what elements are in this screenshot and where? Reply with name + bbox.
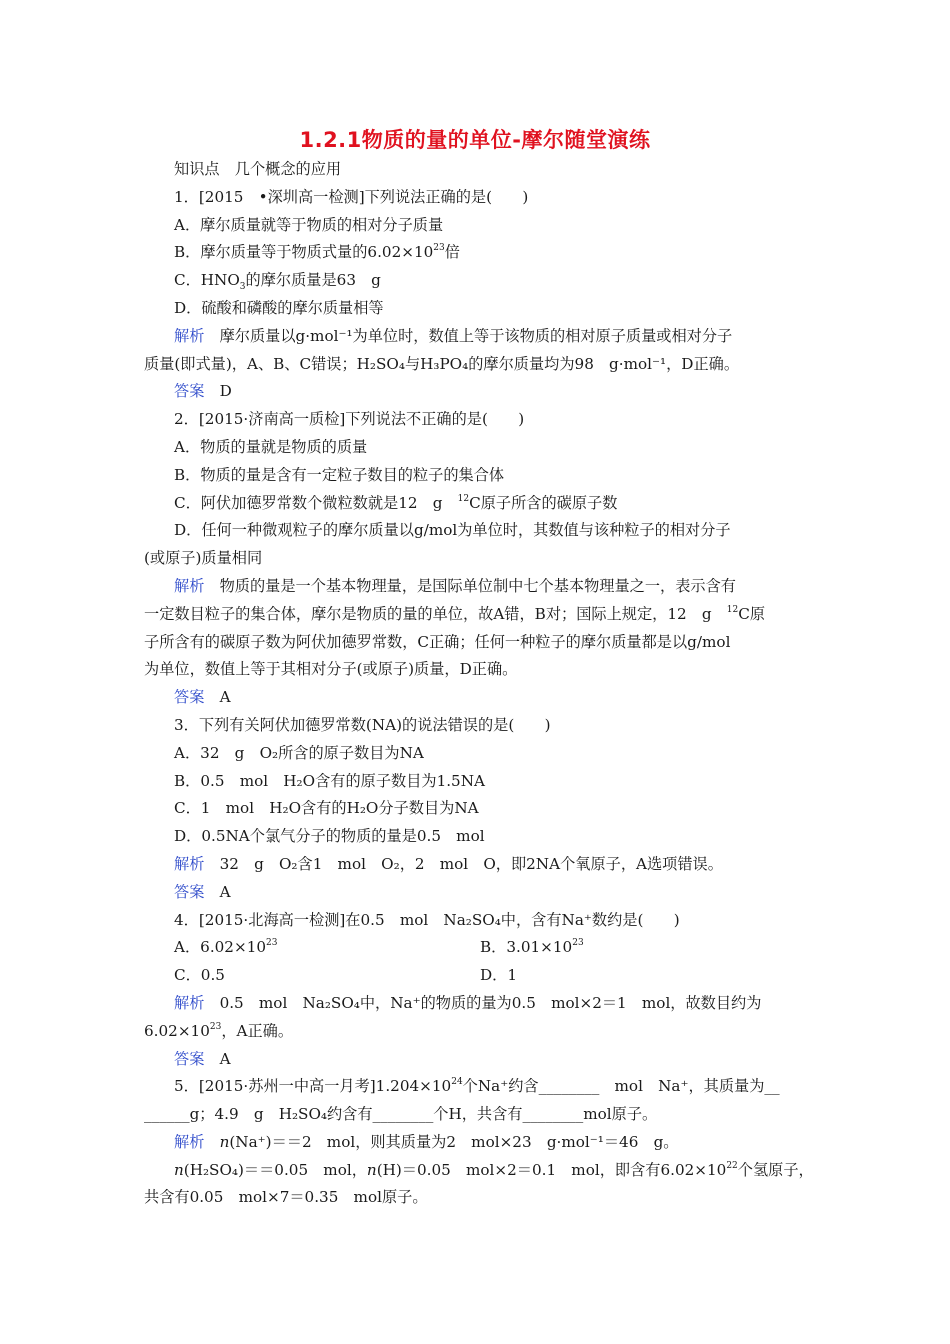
document-body bbox=[144, 156, 814, 1212]
question-3-explanation: 解析 32 g O₂含1 mol O₂，2 mol O，即2NA个氧原子，A选项错误。 bbox=[174, 854, 723, 873]
answer-label: 答案 bbox=[174, 1049, 205, 1068]
question-3-answer: 答案 A bbox=[174, 882, 231, 901]
question-2-stem: 2．[2015·济南高一质检]下列说法不正确的是( ) bbox=[174, 410, 525, 429]
question-1-option-d: D．硫酸和磷酸的摩尔质量相等 bbox=[174, 298, 384, 317]
question-2-answer: 答案 A bbox=[174, 688, 231, 707]
question-5-explanation-cont: n(H₂SO₄)＝＝0.05 mol，n(H)＝0.05 mol×2＝0.1 mol，即含有$6.02\times 10^{22}$个氢原子， bbox=[174, 1160, 814, 1179]
question-1-option-a: A．摩尔质量就等于物质的相对分子质量 bbox=[174, 215, 444, 234]
question-4-option-d: D．1 bbox=[480, 966, 518, 985]
question-5-explanation-cont: 共含有0.05 mol×7＝0.35 mol原子。 bbox=[144, 1188, 428, 1207]
question-5-stem-cont: ______g；4.9 g H₂SO₄约含有________个H，共含有________mol原子。 bbox=[144, 1105, 658, 1124]
question-1-stem: 1．[2015 •深圳高一检测]下列说法正确的是( ) bbox=[174, 187, 529, 206]
page-title: 1.2.1物质的量的单位-摩尔随堂演练 bbox=[299, 128, 651, 152]
question-3-option-c: C．1 mol H₂O含有的H₂O分子数目为NA bbox=[174, 799, 479, 818]
question-4-option-c: C．0.5 bbox=[174, 966, 225, 985]
explanation-label: 解析 bbox=[174, 993, 205, 1012]
question-1-option-c: C．$HNO_3$的摩尔质量是63 g bbox=[174, 271, 381, 293]
answer-label: 答案 bbox=[174, 688, 205, 707]
question-1-answer: 答案 D bbox=[174, 382, 232, 401]
question-2-explanation-cont: 一定数目粒子的集合体，摩尔是物质的量的单位，故A错，B对；国际上规定，12 g $^{12}$C原 bbox=[144, 604, 766, 623]
explanation-label: 解析 bbox=[174, 1132, 205, 1151]
answer-label: 答案 bbox=[174, 382, 205, 401]
question-4-explanation: 解析 0.5 mol Na₂SO₄中，Na⁺的物质的量为0.5 mol×2＝1 mol，故数目约为 bbox=[174, 993, 762, 1012]
question-5-explanation: 解析 n(Na⁺)＝＝2 mol，则其质量为2 mol×23 g·mol⁻¹＝46 g。 bbox=[174, 1132, 679, 1151]
question-4-stem: 4．[2015·北海高一检测]在0.5 mol Na₂SO₄中，含有Na⁺数约是( ) bbox=[174, 910, 680, 929]
question-4-options-row-2 bbox=[144, 962, 810, 990]
question-1-explanation-cont: 质量(即式量)，A、B、C错误；H₂SO₄与H₃PO₄的摩尔质量均为98 g·mol⁻¹，D正确。 bbox=[144, 354, 740, 373]
question-1-explanation: 解析 摩尔质量以g·mol⁻¹为单位时，数值上等于该物质的相对原子质量或相对分子 bbox=[174, 326, 733, 345]
explanation-label: 解析 bbox=[174, 854, 205, 873]
question-2-explanation-cont: 为单位，数值上等于其相对分子(或原子)质量，D正确。 bbox=[144, 660, 518, 679]
question-3-option-d: D．0.5NA个氯气分子的物质的量是0.5 mol bbox=[174, 827, 485, 846]
question-2-explanation-cont: 子所含有的碳原子数为阿伏加德罗常数，C正确；任何一种粒子的摩尔质量都是以g/mol bbox=[144, 632, 731, 651]
question-4-explanation-cont: $6.02\times 10^{23}$，A正确。 bbox=[144, 1021, 294, 1040]
question-4-option-b: B．$3.01\times 10^{23}$ bbox=[480, 938, 584, 957]
question-2-option-d: D．任何一种微观粒子的摩尔质量以g/mol为单位时，其数值与该种粒子的相对分子 bbox=[174, 521, 731, 540]
question-3-option-a: A．32 g O₂所含的原子数目为NA bbox=[174, 743, 424, 762]
question-3-stem: 3．下列有关阿伏加德罗常数(NA)的说法错误的是( ) bbox=[174, 715, 551, 734]
explanation-label: 解析 bbox=[174, 326, 205, 345]
question-5-stem: 5．[2015·苏州一中高一月考]$1.204\times 10^{24}$个Na⁺约含________ mol Na⁺，其质量为__ bbox=[174, 1077, 780, 1096]
question-2-option-b: B．物质的量是含有一定粒子数目的粒子的集合体 bbox=[174, 465, 505, 484]
question-2-explanation: 解析 物质的量是一个基本物理量，是国际单位制中七个基本物理量之一，表示含有 bbox=[174, 576, 736, 595]
question-4-option-a: A．$6.02\times 10^{23}$ bbox=[174, 938, 278, 957]
answer-label: 答案 bbox=[174, 882, 205, 901]
question-4-options-row-1 bbox=[144, 934, 810, 962]
question-2-option-c: C．阿伏加德罗常数个微粒数就是12 g $^{12}$C原子所含的碳原子数 bbox=[174, 493, 618, 512]
question-3-option-b: B．0.5 mol H₂O含有的原子数目为1.5NA bbox=[174, 771, 485, 790]
question-1-option-b: B．摩尔质量等于物质式量的$6.02\times 10^{23}$倍 bbox=[174, 243, 460, 262]
explanation-label: 解析 bbox=[174, 576, 205, 595]
question-2-option-a: A．物质的量就是物质的质量 bbox=[174, 437, 368, 456]
section-heading: 知识点 几个概念的应用 bbox=[174, 160, 342, 178]
question-4-answer: 答案 A bbox=[174, 1049, 231, 1068]
question-2-option-d-cont: (或原子)质量相同 bbox=[144, 549, 263, 568]
